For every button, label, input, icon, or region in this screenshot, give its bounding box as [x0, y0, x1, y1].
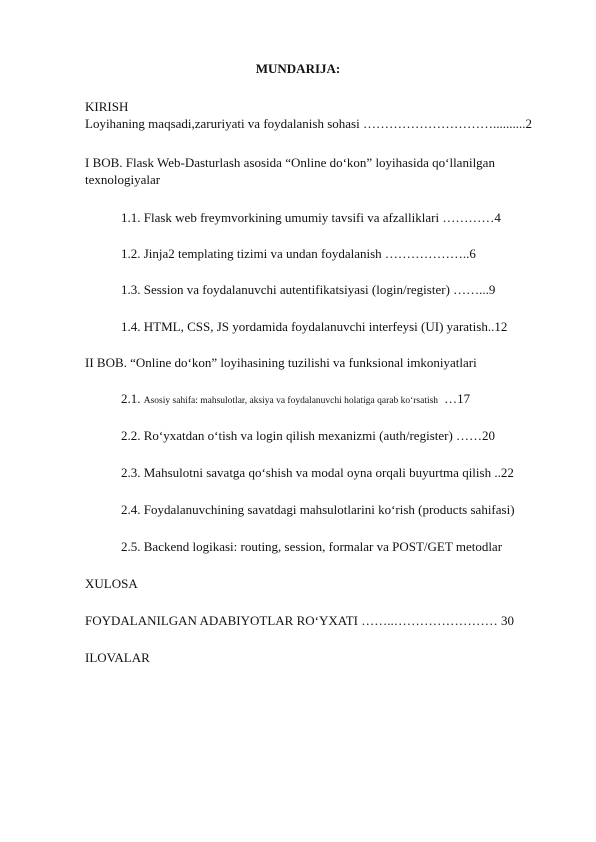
- toc-entry-1-3: 1.3. Session va foydalanuvchi autentifikatsiyasi (login/register) ……...9: [121, 282, 496, 297]
- toc-entry-2-1: [121, 391, 470, 409]
- toc-entry-2-5: 2.5. Backend logikasi: routing, session, formalar va POST/GET metodlar: [121, 539, 503, 554]
- page-title: MUNDARIJA:: [255, 61, 341, 76]
- toc-entry-2-1-text: Asosiy sahifa: mahsulotlar, aksiya va foydalanuvchi holatiga qarab ko‘rsatish: [143, 396, 439, 406]
- toc-entry-1-1: 1.1. Flask web freymvorkining umumiy tavsifi va afzalliklari …………4: [121, 210, 501, 225]
- chapter1-title-line1: I BOB. Flask Web-Dasturlash asosida “Online do‘kon” loyihasida qo‘llanilgan: [85, 155, 495, 170]
- toc-entry-references: FOYDALANILGAN ADABIYOTLAR RO‘YXATI ……..…………………… 30: [85, 613, 514, 628]
- chapter1-title-line2: texnologiyalar: [85, 172, 161, 187]
- intro-heading: KIRISH: [85, 99, 129, 114]
- toc-entry-1-4: 1.4. HTML, CSS, JS yordamida foydalanuvchi interfeysi (UI) yaratish..12: [121, 319, 508, 334]
- toc-entry-2-4: 2.4. Foydalanuvchining savatdagi mahsulotlarini ko‘rish (products sahifasi): [121, 502, 515, 517]
- toc-entry-2-1-page: …17: [444, 391, 471, 406]
- chapter2-title: II BOB. “Online do‘kon” loyihasining tuzilishi va funksional imkoniyatlari: [85, 355, 477, 370]
- toc-entry-intro: Loyihaning maqsadi,zaruriyati va foydalanish sohasi …………………………..........2: [85, 116, 532, 131]
- toc-entry-2-3: 2.3. Mahsulotni savatga qo‘shish va modal oyna orqali buyurtma qilish ..22: [121, 465, 514, 480]
- toc-entry-2-1-number: 2.1.: [121, 391, 144, 406]
- toc-entry-conclusion: XULOSA: [85, 576, 138, 591]
- toc-entry-appendix: ILOVALAR: [85, 650, 150, 665]
- toc-entry-1-2: 1.2. Jinja2 templating tizimi va undan foydalanish ………………..6: [121, 246, 476, 261]
- toc-entry-2-2: 2.2. Ro‘yxatdan o‘tish va login qilish mexanizmi (auth/register) ……20: [121, 428, 496, 443]
